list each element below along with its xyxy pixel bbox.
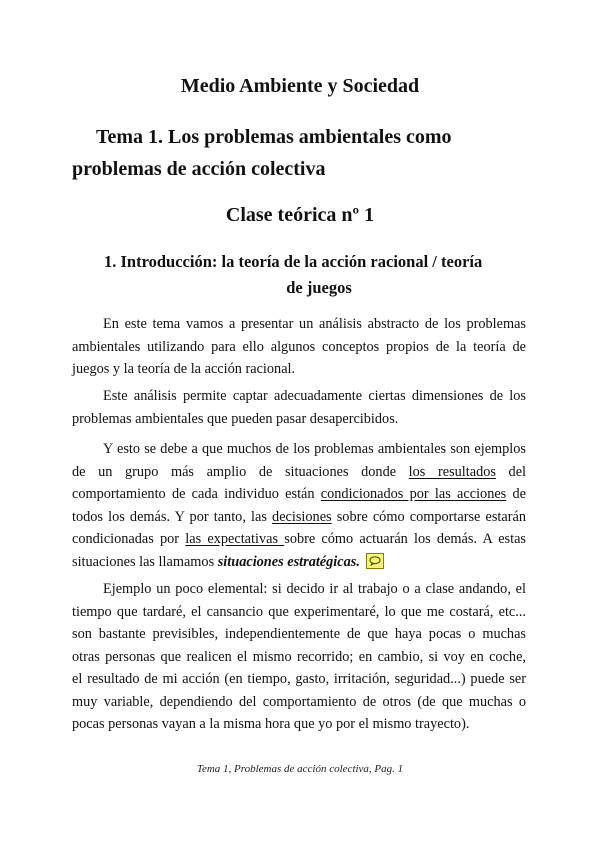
- tema-title-line2: problemas de acción colectiva: [72, 158, 326, 180]
- paragraph-line: [72, 528, 526, 551]
- paragraph-line: En este tema vamos a presentar un análisis abstracto de los problemas: [103, 316, 526, 332]
- clase-title: Clase teórica nº 1: [225, 204, 375, 226]
- underlined-phrase: los resultados: [408, 463, 496, 480]
- paragraph-line: son bastante previsibles, independientemente de que haya pocas o muchas: [72, 626, 526, 642]
- paragraph-line: Y esto se debe a que muchos de los problemas ambientales son ejemplos: [103, 441, 526, 457]
- underlined-phrase: condicionados por las acciones: [320, 486, 507, 502]
- text-run: condicionadas por: [72, 531, 186, 547]
- text-run: sobre cómo actuarán los demás. A estas: [284, 531, 526, 547]
- text-run: todos los demás. Y por tanto, las: [72, 508, 273, 525]
- paragraph-line: Este análisis permite captar adecuadamente ciertas dimensiones de los: [103, 388, 526, 404]
- paragraph-line: el resultado de mi acción (en tiempo, gasto, irritación, seguridad...) puede ser: [72, 671, 526, 687]
- paragraph-line: problemas ambientales que pueden pasar desapercibidos.: [72, 410, 399, 427]
- paragraph-line: Ejemplo un poco elemental: si decido ir al trabajo o a clase andando, el: [103, 581, 526, 597]
- tema-title-line1: Tema 1. Los problemas ambientales como: [96, 126, 452, 148]
- section-heading-line1: 1. Introducción: la teoría de la acción racional / teoría: [104, 252, 483, 271]
- paragraph-line: ambientales utilizando para ello algunos conceptos propios de la teoría de: [72, 338, 526, 355]
- paragraph-line: muy variable, dependiendo del comportamiento de otros (de que muchas o: [72, 693, 526, 710]
- page-footer: Tema 1, Problemas de acción colectiva, Pag. 1: [196, 763, 404, 775]
- comment-icon[interactable]: [366, 553, 384, 569]
- text-run: de: [506, 486, 526, 502]
- text-run: del: [495, 463, 527, 480]
- paragraph-line: juegos y la teoría de la acción racional.: [72, 361, 296, 377]
- text-run: sobre cómo comportarse estarán: [331, 508, 527, 525]
- paragraph-line: tiempo que tardaré, el cansancio que experimentaré, lo que me costará, etc...: [72, 603, 526, 620]
- underlined-phrase: decisiones: [272, 508, 332, 525]
- text-run: de un grupo más amplio de situaciones donde: [72, 463, 409, 480]
- paragraph-line: [72, 551, 526, 574]
- paragraph-line: otras personas que realicen el mismo recorrido; en cambio, si voy en coche,: [72, 648, 526, 665]
- paragraph-1: [72, 313, 526, 381]
- emphasis-phrase: situaciones estratégicas.: [217, 553, 360, 570]
- section-heading-line2: de juegos: [286, 278, 352, 297]
- paragraph-line: [72, 506, 526, 529]
- text-run: comportamiento de cada individuo están: [72, 486, 321, 502]
- tema-title: [72, 121, 542, 185]
- paragraph-2: [72, 385, 526, 430]
- paragraph-line: [72, 461, 526, 484]
- paragraph-4: [72, 578, 526, 736]
- paragraph-line: pocas personas vayan a la misma hora que yo por el mismo trayecto).: [72, 716, 470, 732]
- paragraph-line: [72, 483, 526, 506]
- paragraph-3: [72, 438, 526, 573]
- section-heading: [104, 249, 534, 301]
- text-run: situaciones las llamamos: [72, 553, 218, 570]
- document-title: Medio Ambiente y Sociedad: [180, 75, 420, 97]
- underlined-phrase: las expectativas: [185, 531, 285, 547]
